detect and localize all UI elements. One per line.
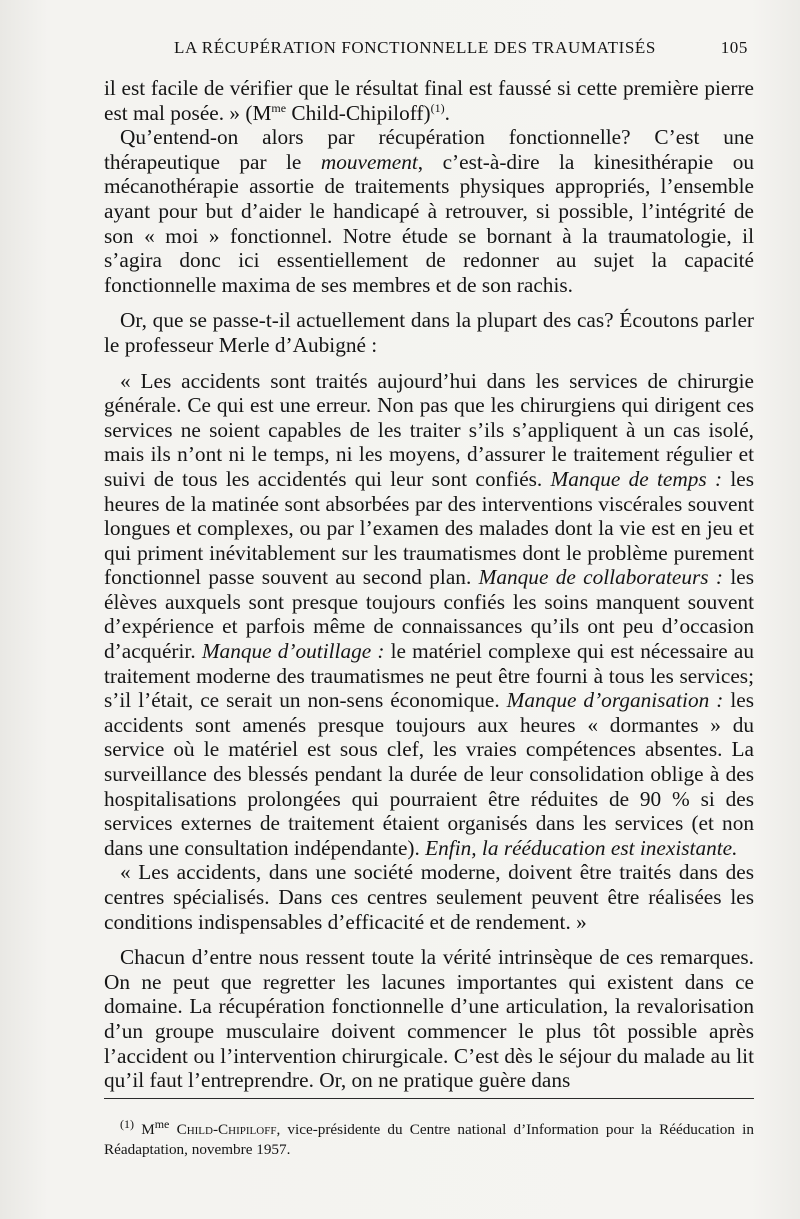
paragraph-2-text-a: Qu’entend-on alors par récupération fonctionnelle? C’est une thérapeutique par le xyxy=(104,125,754,174)
paragraph-2-text-b: , c’est-à-dire la kinesithérapie ou mécanothérapie assortie de traitements physiques appropriés, l’ensemble ayant pour but d’aider le handicapé à retrouver, si possible, l’intégrité de son « moi » fonctionnel. Notre étude se bornant à la traumatologie, il s’agira donc ici essentiellement de redonner au sujet la capacité fonctionnelle maxima de ses membres et de son rachis. xyxy=(104,149,754,297)
footnote-superscript-me: me xyxy=(154,1116,170,1131)
footnote-title: M xyxy=(134,1121,155,1138)
body-text xyxy=(104,76,754,1093)
footnote-marker: (1) xyxy=(120,1116,134,1131)
quote-text-d: le matériel complexe qui est nécessaire au traitement moderne des traumatismes ne peut être fourni à tous les services; s’il l’était, ce serait un non-sens économique. xyxy=(104,639,754,713)
quote-text-c: les élèves auxquels sont presque toujours confiés les soins manquent souvent d’expérience et parfois même de connaissances qu’ils ont peu d’occasion d’acquérir. xyxy=(104,565,755,664)
quote-text-a: « Les accidents sont traités aujourd’hui dans les services de chirurgie générale. Ce qui est une erreur. Non pas que les chirurgiens qui dirigent ces services ne soient capables de les traiter s’ils s’appliquent à un cas isolé, mais ils n’ont ni le temps, ni les moyens, d’assurer le traitement régulier et suivi de tous les accidentés qui leur sont confiés. xyxy=(104,368,754,491)
running-head-title: LA RÉCUPÉRATION FONCTIONNELLE DES TRAUMATISÉS xyxy=(174,38,656,57)
quote-emphasis-organisation: Manque d’organisation : xyxy=(506,688,724,713)
paragraph-6: Chacun d’entre nous ressent toute la vérité intrinsèque de ces remarques. On ne peut que regretter les lacunes importantes qui existent dans ce domaine. La récupération fonctionnelle d’une articulation, la revalorisation d’un groupe musculaire doivent commencer le plus tôt possible après l’accident ou l’intervention chirurgicale. C’est dès le séjour du malade au lit qu’il faut l’entreprendre. Or, on ne pratique guère dans xyxy=(104,945,754,1093)
paragraph-4 xyxy=(104,369,754,861)
footnote-rule xyxy=(104,1098,754,1099)
footnote xyxy=(104,1116,754,1160)
footnote-name: Child-Chipiloff xyxy=(169,1121,277,1138)
quote-emphasis-conclusion: Enfin, la rééducation est inexistante. xyxy=(425,835,738,860)
paragraph-1-name: Child-Chipiloff) xyxy=(286,100,431,125)
quote-emphasis-tools: Manque d’outillage : xyxy=(201,639,385,664)
page-number: 105 xyxy=(720,38,748,57)
footnote-ref: (1) xyxy=(430,100,445,115)
paragraph-1-end: . xyxy=(444,100,450,125)
footnote-body: , vice-présidente du Centre national d’Information pour la Rééducation in Réadaptation, novembre 1957. xyxy=(104,1121,754,1158)
quote-emphasis-time: Manque de temps : xyxy=(550,466,723,491)
paragraph-2 xyxy=(104,125,754,297)
quote-text-b: les heures de la matinée sont absorbées par des interventions viscérales souvent longues et complexes, ou par l’examen des malades dont la vie est en jeu et qui priment inévitablement sur les traumatismes dont le problème purement fonctionnel passe souvent au second plan. xyxy=(104,466,755,590)
quote-text-e: les accidents sont amenés presque toujours aux heures « dormantes » du service où le matériel est sous clef, les vraies compétences absentes. La surveillance des blessés pendant la durée de leur consolidation oblige à des hospitalisations prolongées qui pourraient être réduites de 90 % si des services externes de traitement étaient organisés dans les services (et non dans une consultation indépendante). xyxy=(104,688,755,860)
paragraph-3: Or, que se passe-t-il actuellement dans la plupart des cas? Écoutons parler le professeur Merle d’Aubigné : xyxy=(104,308,754,357)
paragraph-2-emphasis: mouvement xyxy=(320,149,418,174)
footnote-text xyxy=(104,1116,754,1160)
paragraph-1 xyxy=(104,76,754,125)
quote-emphasis-staff: Manque de collaborateurs : xyxy=(478,565,724,590)
superscript-me: me xyxy=(271,100,287,115)
running-head xyxy=(104,38,760,64)
paragraph-1-text: il est facile de vérifier que le résultat final est faussé si cette première pierre est mal posée. » (M xyxy=(104,76,754,125)
paragraph-5: « Les accidents, dans une société moderne, doivent être traités dans des centres spécialisés. Dans ces centres seulement peuvent être réalisées les conditions indispensables d’efficacité et de rendement. » xyxy=(104,860,754,934)
